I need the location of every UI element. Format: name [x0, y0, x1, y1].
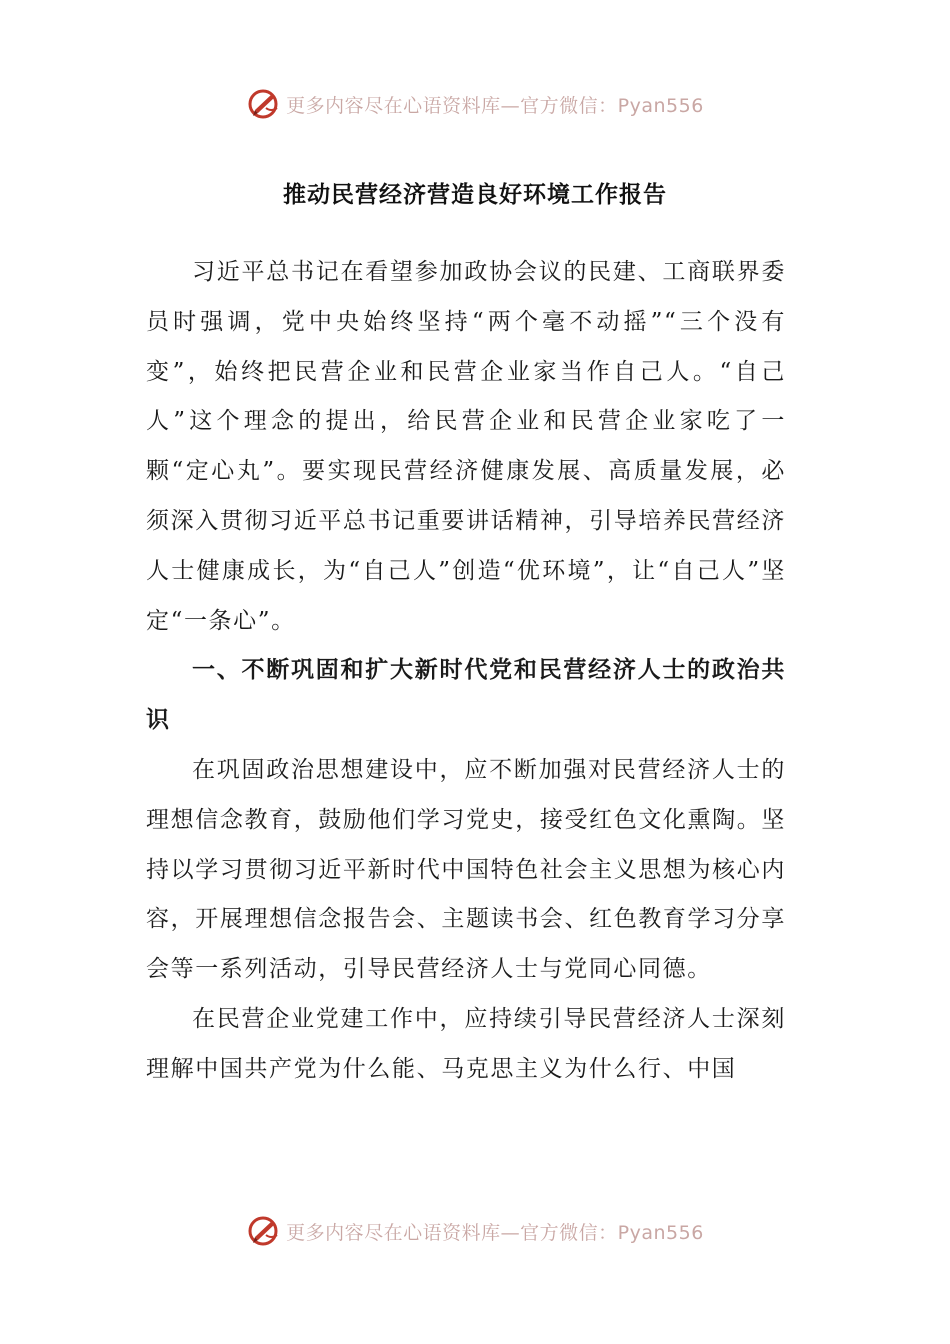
watermark-text: 更多内容尽在心语资料库—官方微信：Pyan556 — [286, 94, 704, 117]
document-title: 推动民营经济营造良好环境工作报告 — [283, 182, 667, 208]
watermark-header — [0, 84, 950, 124]
pen-logo-icon — [246, 1213, 282, 1249]
document-body — [146, 248, 786, 1095]
section-heading: 一、不断巩固和扩大新时代党和民营经济人士的政治共识 — [146, 657, 786, 734]
section-paragraph: 在巩固政治思想建设中，应不断加强对民营经济人士的理想信念教育，鼓励他们学习党史，接受红色文化熏陶。坚持以学习贯彻习近平新时代中国特色社会主义思想为核心内容，开展理想信念报告会、主题读书会、红色教育学习分享会等一系列活动，引导民营经济人士与党同心同德。 — [146, 756, 786, 983]
watermark-footer — [0, 1211, 950, 1251]
watermark-text: 更多内容尽在心语资料库—官方微信：Pyan556 — [286, 1221, 704, 1244]
section-paragraph: 在民营企业党建工作中，应持续引导民营经济人士深刻理解中国共产党为什么能、马克思主义为什么行、中国 — [146, 1005, 786, 1082]
pen-logo-icon — [246, 86, 282, 122]
intro-paragraph: 习近平总书记在看望参加政协会议的民建、工商联界委员时强调，党中央始终坚持“两个毫不动摇”“三个没有变”，始终把民营企业和民营企业家当作自己人。“自己人”这个理念的提出，给民营企业和民营企业家吃了一颗“定心丸”。要实现民营经济健康发展、高质量发展，必须深入贯彻习近平总书记重要讲话精神，引导培养民营经济人士健康成长，为“自己人”创造“优环境”，让“自己人”坚定“一条心”。 — [146, 259, 786, 634]
